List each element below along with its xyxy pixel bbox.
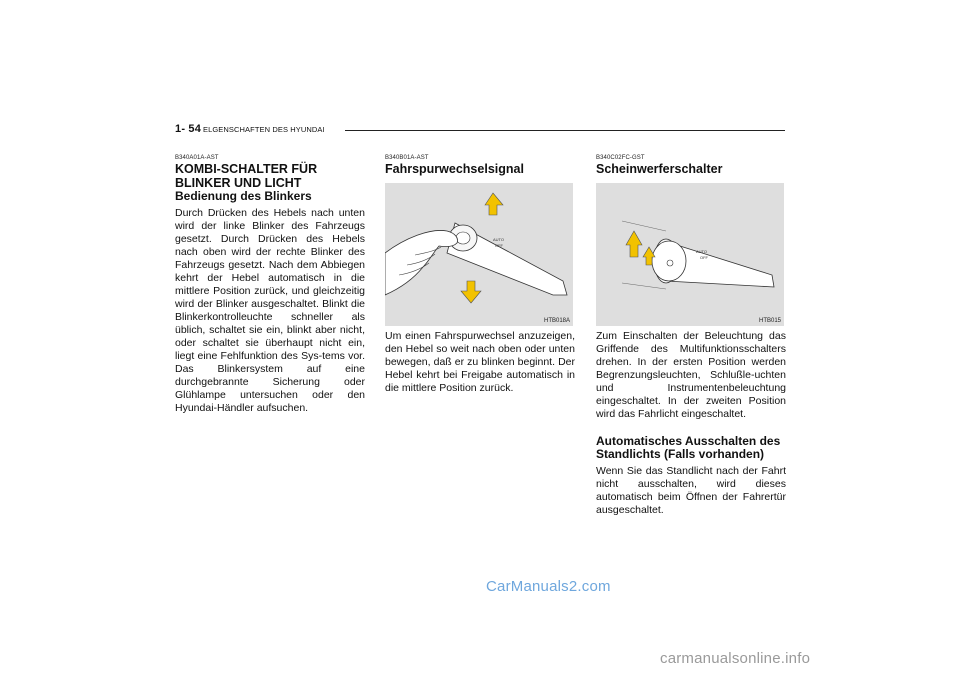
page-header <box>175 123 785 139</box>
header-rule <box>345 130 785 131</box>
body-text: Durch Drücken des Hebels nach unten wird der linke Blinker des Fahrzeugs gesetzt. Durch Drücken des Hebels nach oben wird der rechte Blinker des Fahrzeugs gesetzt. Nach dem Abbiegen kehrt der Hebel automatisch in die mittlere Position zurück, und gleichzeitig wird der Blinker ausgeschaltet. Blinkt die Blinkerkontrolleuchte schneller als üblich, schaltet sie ein, blinkt aber nicht, oder schaltet sie überhaupt nicht ein, liegt eine Fehlfunktion des Sys-tems vor. Das Blinkersystem auf eine durchgebrannte Sicherung oder Glühlampe untersuchen oder den Hyundai-Händler aufsuchen. <box>175 207 365 414</box>
page-number: 1- 54 <box>175 123 202 135</box>
lever-rotation-illustration <box>596 183 784 326</box>
column-lane-change <box>385 155 575 395</box>
section-heading: KOMBI-SCHALTER FÜR BLINKER UND LICHT <box>175 162 318 190</box>
body-text: Wenn Sie das Standlicht nach der Fahrt nicht ausschalten, wird dieses automatisch beim Öffnen der Fahrertür ausgeschaltet. <box>596 464 786 516</box>
body-text: Um einen Fahrspurwechsel anzuzeigen, den Hebel so weit nach oben oder unten bewegen, daß er zu blinken beginnt. Der Hebel kehrt bei Freigabe automatisch in die mittlere Position zurück. <box>385 329 575 394</box>
header-title: ELGENSCHAFTEN DES HYUNDAI <box>203 125 325 134</box>
lane-change-figure <box>385 183 573 326</box>
switch-mark-auto: AUTO <box>493 236 505 242</box>
subsection-heading: Automatisches Ausschalten des Standlichts (Falls vorhanden) <box>596 433 781 461</box>
column-headlight-switch <box>596 155 786 517</box>
section-heading: Fahrspurwechselsignal <box>385 162 524 176</box>
rotate-arrow-large-icon <box>626 231 642 257</box>
figure-label: HTB018A <box>543 317 570 324</box>
watermark-carmanualsonline: carmanualsonline.info <box>660 650 811 667</box>
subsection-heading: Bedienung des Blinkers <box>175 189 312 203</box>
section-code: B340A01A-AST <box>175 155 219 161</box>
figure-label: HTB015 <box>758 317 781 324</box>
headlight-switch-figure <box>596 183 784 326</box>
switch-mark-off: OFF <box>495 242 503 248</box>
section-code: B340B01A-AST <box>385 155 429 161</box>
section-code: B340C02FC-GST <box>596 155 645 161</box>
arrow-up-icon <box>485 193 503 215</box>
hand-lever-illustration <box>385 183 573 326</box>
arrow-down-icon <box>461 281 481 303</box>
watermark-carmanuals2: CarManuals2.com <box>486 578 611 595</box>
switch-mark-off: OFF <box>700 254 708 260</box>
column-turn-signal <box>175 155 365 415</box>
section-heading: Scheinwerferschalter <box>596 162 723 176</box>
switch-mark-auto: AUTO <box>696 248 708 254</box>
body-text: Zum Einschalten der Beleuchtung das Griffende des Multifunktionsschalters drehen. In der ersten Position werden Begrenzungsleuchten, Schlußle-uchten und Instrumentenbeleuchtung eingeschaltet. In der zweiten Position wird das Fahrlicht eingeschaltet. <box>596 329 786 420</box>
